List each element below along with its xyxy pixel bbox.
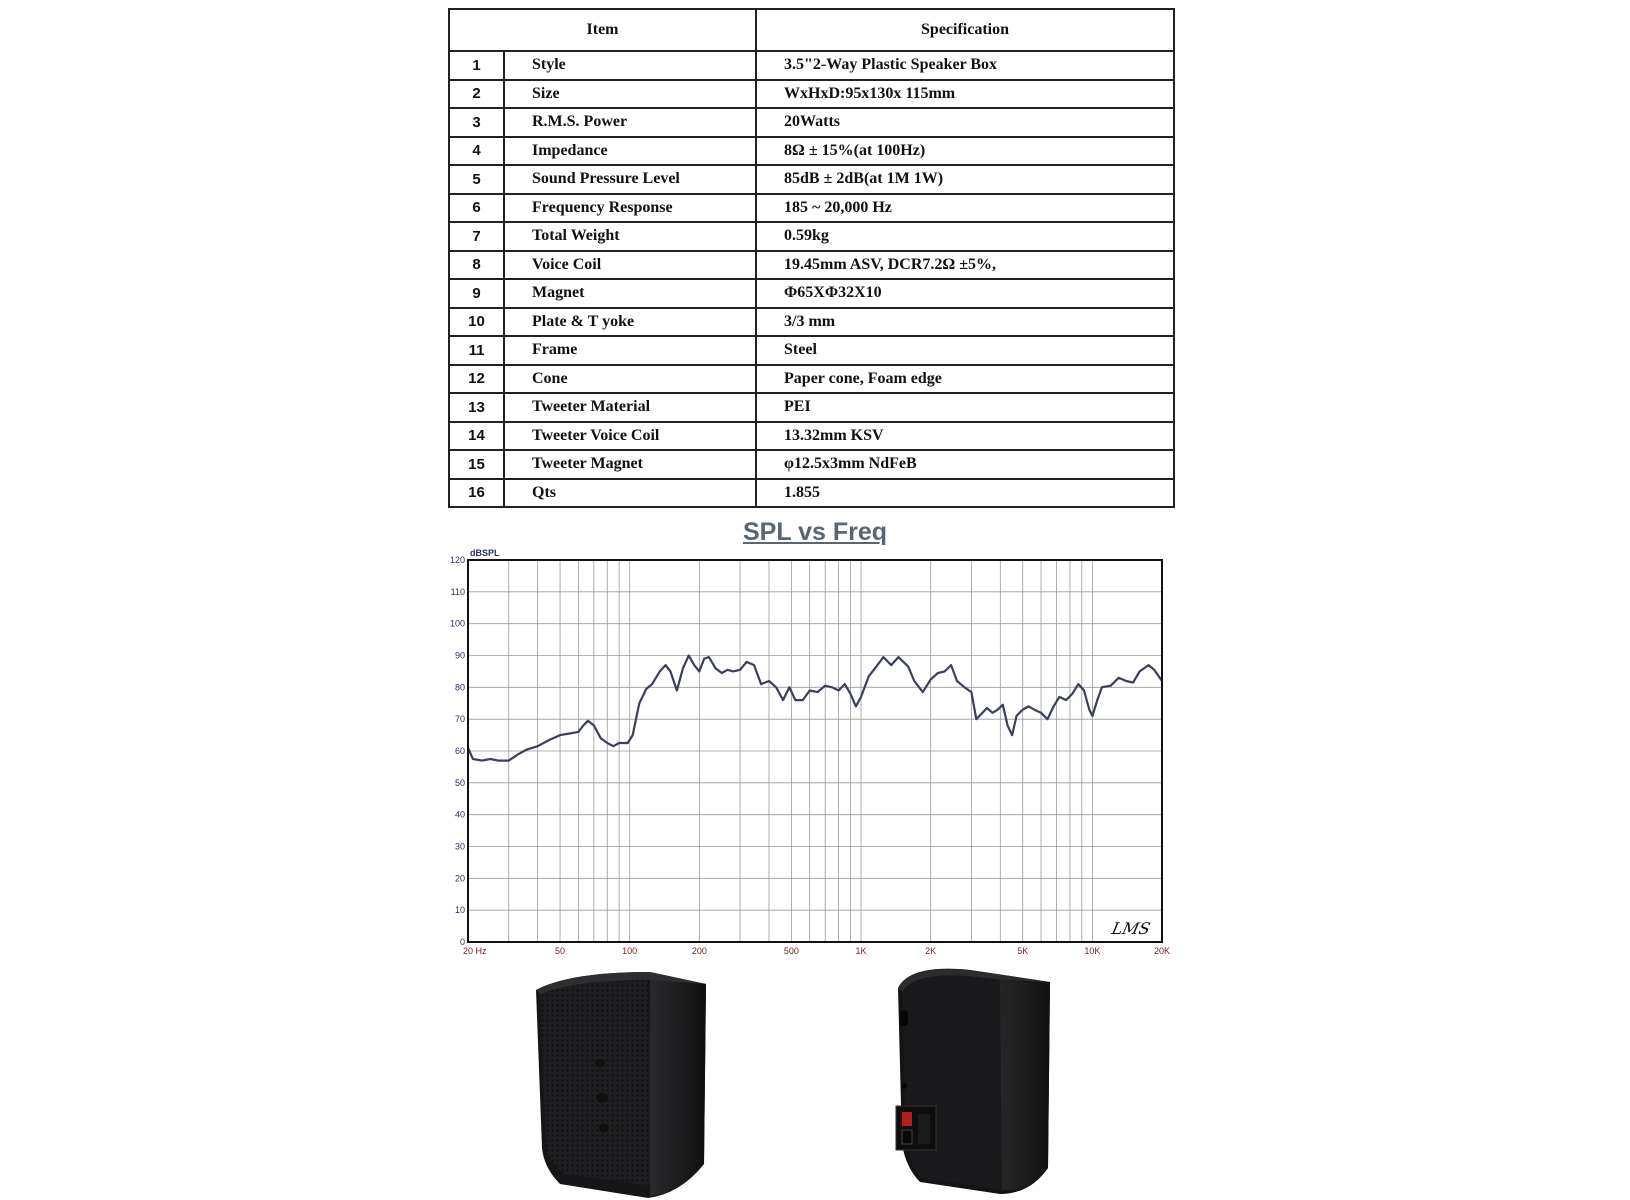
y-tick-label: 100 — [449, 618, 465, 629]
row-specification: 19.45mm ASV, DCR7.2Ω ±5%, — [756, 251, 1174, 280]
row-specification: 85dB ± 2dB(at 1M 1W) — [756, 165, 1174, 194]
row-item: R.M.S. Power — [504, 108, 756, 137]
table-row — [449, 222, 1174, 251]
y-tick-label: 70 — [454, 714, 465, 725]
y-tick-label: 60 — [454, 746, 465, 756]
row-number: 13 — [449, 393, 504, 422]
y-axis-ticks — [450, 555, 465, 947]
row-item: Frame — [504, 336, 756, 365]
row-specification: 3.5"2-Way Plastic Speaker Box — [756, 51, 1174, 80]
table-row — [449, 108, 1174, 137]
y-axis-label: dBSPL — [470, 548, 500, 558]
y-tick-label: 90 — [454, 650, 465, 661]
row-item: Tweeter Magnet — [504, 450, 756, 479]
row-specification: WxHxD:95x130x 115mm — [756, 80, 1174, 109]
spec-table — [448, 8, 1175, 508]
y-tick-label: 80 — [454, 682, 465, 693]
row-item: Size — [504, 80, 756, 109]
y-tick-label: 50 — [454, 777, 465, 788]
row-number: 6 — [449, 194, 504, 223]
x-tick-label: 1K — [855, 946, 867, 956]
x-tick-label: 20K — [1153, 946, 1171, 956]
table-row — [449, 393, 1174, 422]
x-tick-label: 20 Hz — [463, 946, 487, 956]
table-row — [449, 251, 1174, 280]
row-number: 3 — [449, 108, 504, 137]
row-number: 5 — [449, 165, 504, 194]
table-row — [449, 422, 1174, 451]
row-number: 7 — [449, 222, 504, 251]
row-number: 14 — [449, 422, 504, 451]
row-item: Total Weight — [504, 222, 756, 251]
table-row — [449, 308, 1174, 337]
x-tick-label: 100 — [622, 946, 638, 956]
row-number: 4 — [449, 137, 504, 166]
row-specification: Steel — [756, 336, 1174, 365]
spec-table-body — [449, 51, 1174, 507]
series-line — [468, 656, 1162, 761]
x-tick-label: 500 — [783, 946, 799, 956]
row-item: Qts — [504, 479, 756, 508]
row-number: 15 — [449, 450, 504, 479]
row-item: Cone — [504, 365, 756, 394]
table-row — [449, 137, 1174, 166]
x-tick-label: 50 — [555, 946, 566, 956]
row-item: Magnet — [504, 279, 756, 308]
row-item: Impedance — [504, 137, 756, 166]
table-row — [449, 279, 1174, 308]
table-row — [449, 51, 1174, 80]
y-tick-label: 10 — [454, 905, 465, 916]
table-row — [449, 80, 1174, 109]
chart-grid — [468, 560, 1162, 942]
speaker-back-image — [890, 968, 1080, 1200]
row-specification: 185 ~ 20,000 Hz — [756, 194, 1174, 223]
row-number: 11 — [449, 336, 504, 365]
lms-watermark: LMS — [1110, 919, 1153, 938]
row-number: 9 — [449, 279, 504, 308]
row-specification: 0.59kg — [756, 222, 1174, 251]
row-number: 12 — [449, 365, 504, 394]
row-specification: 3/3 mm — [756, 308, 1174, 337]
row-item: Style — [504, 51, 756, 80]
header-specification: Specification — [756, 9, 1174, 51]
row-specification: 8Ω ± 15%(at 100Hz) — [756, 137, 1174, 166]
y-tick-label: 20 — [454, 873, 465, 884]
speaker-front-image — [530, 968, 720, 1200]
table-row — [449, 165, 1174, 194]
header-item: Item — [449, 9, 756, 51]
table-row — [449, 336, 1174, 365]
y-tick-label: 110 — [450, 586, 465, 597]
x-tick-label: 200 — [691, 946, 707, 956]
row-number: 10 — [449, 308, 504, 337]
row-item: Frequency Response — [504, 194, 756, 223]
x-tick-label: 10K — [1084, 946, 1101, 956]
row-specification: PEI — [756, 393, 1174, 422]
row-specification: Paper cone, Foam edge — [756, 365, 1174, 394]
row-number: 1 — [449, 51, 504, 80]
table-row — [449, 365, 1174, 394]
table-row — [449, 194, 1174, 223]
row-specification: 1.855 — [756, 479, 1174, 508]
row-specification: φ12.5x3mm NdFeB — [756, 450, 1174, 479]
spl-chart — [448, 548, 1171, 963]
y-tick-label: 40 — [454, 809, 465, 820]
row-specification: 13.32mm KSV — [756, 422, 1174, 451]
row-item: Sound Pressure Level — [504, 165, 756, 194]
y-tick-label: 30 — [454, 841, 465, 852]
row-item: Tweeter Material — [504, 393, 756, 422]
row-item: Tweeter Voice Coil — [504, 422, 756, 451]
table-row — [449, 479, 1174, 508]
row-specification: 20Watts — [756, 108, 1174, 137]
row-number: 16 — [449, 479, 504, 508]
x-axis-ticks — [463, 946, 1170, 956]
row-number: 2 — [449, 80, 504, 109]
row-item: Plate & T yoke — [504, 308, 756, 337]
y-tick-label: 120 — [449, 555, 465, 565]
row-specification: Φ65XΦ32X10 — [756, 279, 1174, 308]
table-header-row — [449, 9, 1174, 51]
x-tick-label: 5K — [1017, 946, 1029, 956]
y-tick-label: 0 — [459, 937, 465, 947]
x-tick-label: 2K — [925, 946, 937, 956]
table-row — [449, 450, 1174, 479]
row-number: 8 — [449, 251, 504, 280]
chart-title: SPL vs Freq — [742, 518, 888, 546]
row-item: Voice Coil — [504, 251, 756, 280]
